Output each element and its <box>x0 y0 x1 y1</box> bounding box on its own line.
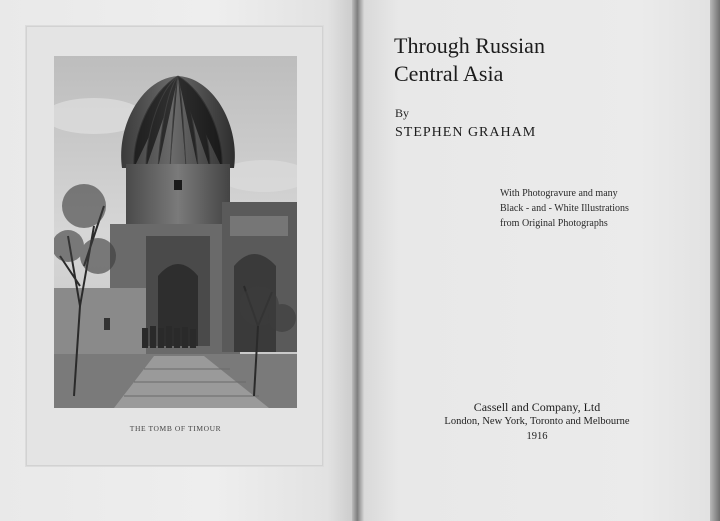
publication-year: 1916 <box>526 431 548 442</box>
title-line-2: Central Asia <box>394 61 504 86</box>
book-gutter <box>352 0 364 521</box>
frontispiece-caption: THE TOMB OF TIMOUR <box>129 424 222 433</box>
by-line: By <box>395 106 410 120</box>
frontispiece-photo <box>54 56 297 408</box>
frontispiece-page <box>0 0 356 521</box>
author-name: STEPHEN GRAHAM <box>395 125 537 140</box>
publisher-places: London, New York, Toronto and Melbourne <box>444 416 630 427</box>
page-edge <box>710 0 720 521</box>
illustrations-line-1: With Photogravure and many <box>500 188 618 199</box>
book-title <box>394 32 694 88</box>
title-line-1: Through Russian <box>394 33 545 58</box>
illustrations-line-3: from Original Photographs <box>500 218 608 229</box>
tomb-illustration <box>54 56 297 408</box>
illustrations-line-2: Black - and - White Illustrations <box>500 203 629 214</box>
title-page <box>364 0 710 521</box>
illustrations-note <box>500 186 680 231</box>
publisher-name: Cassell and Company, Ltd <box>473 400 601 414</box>
